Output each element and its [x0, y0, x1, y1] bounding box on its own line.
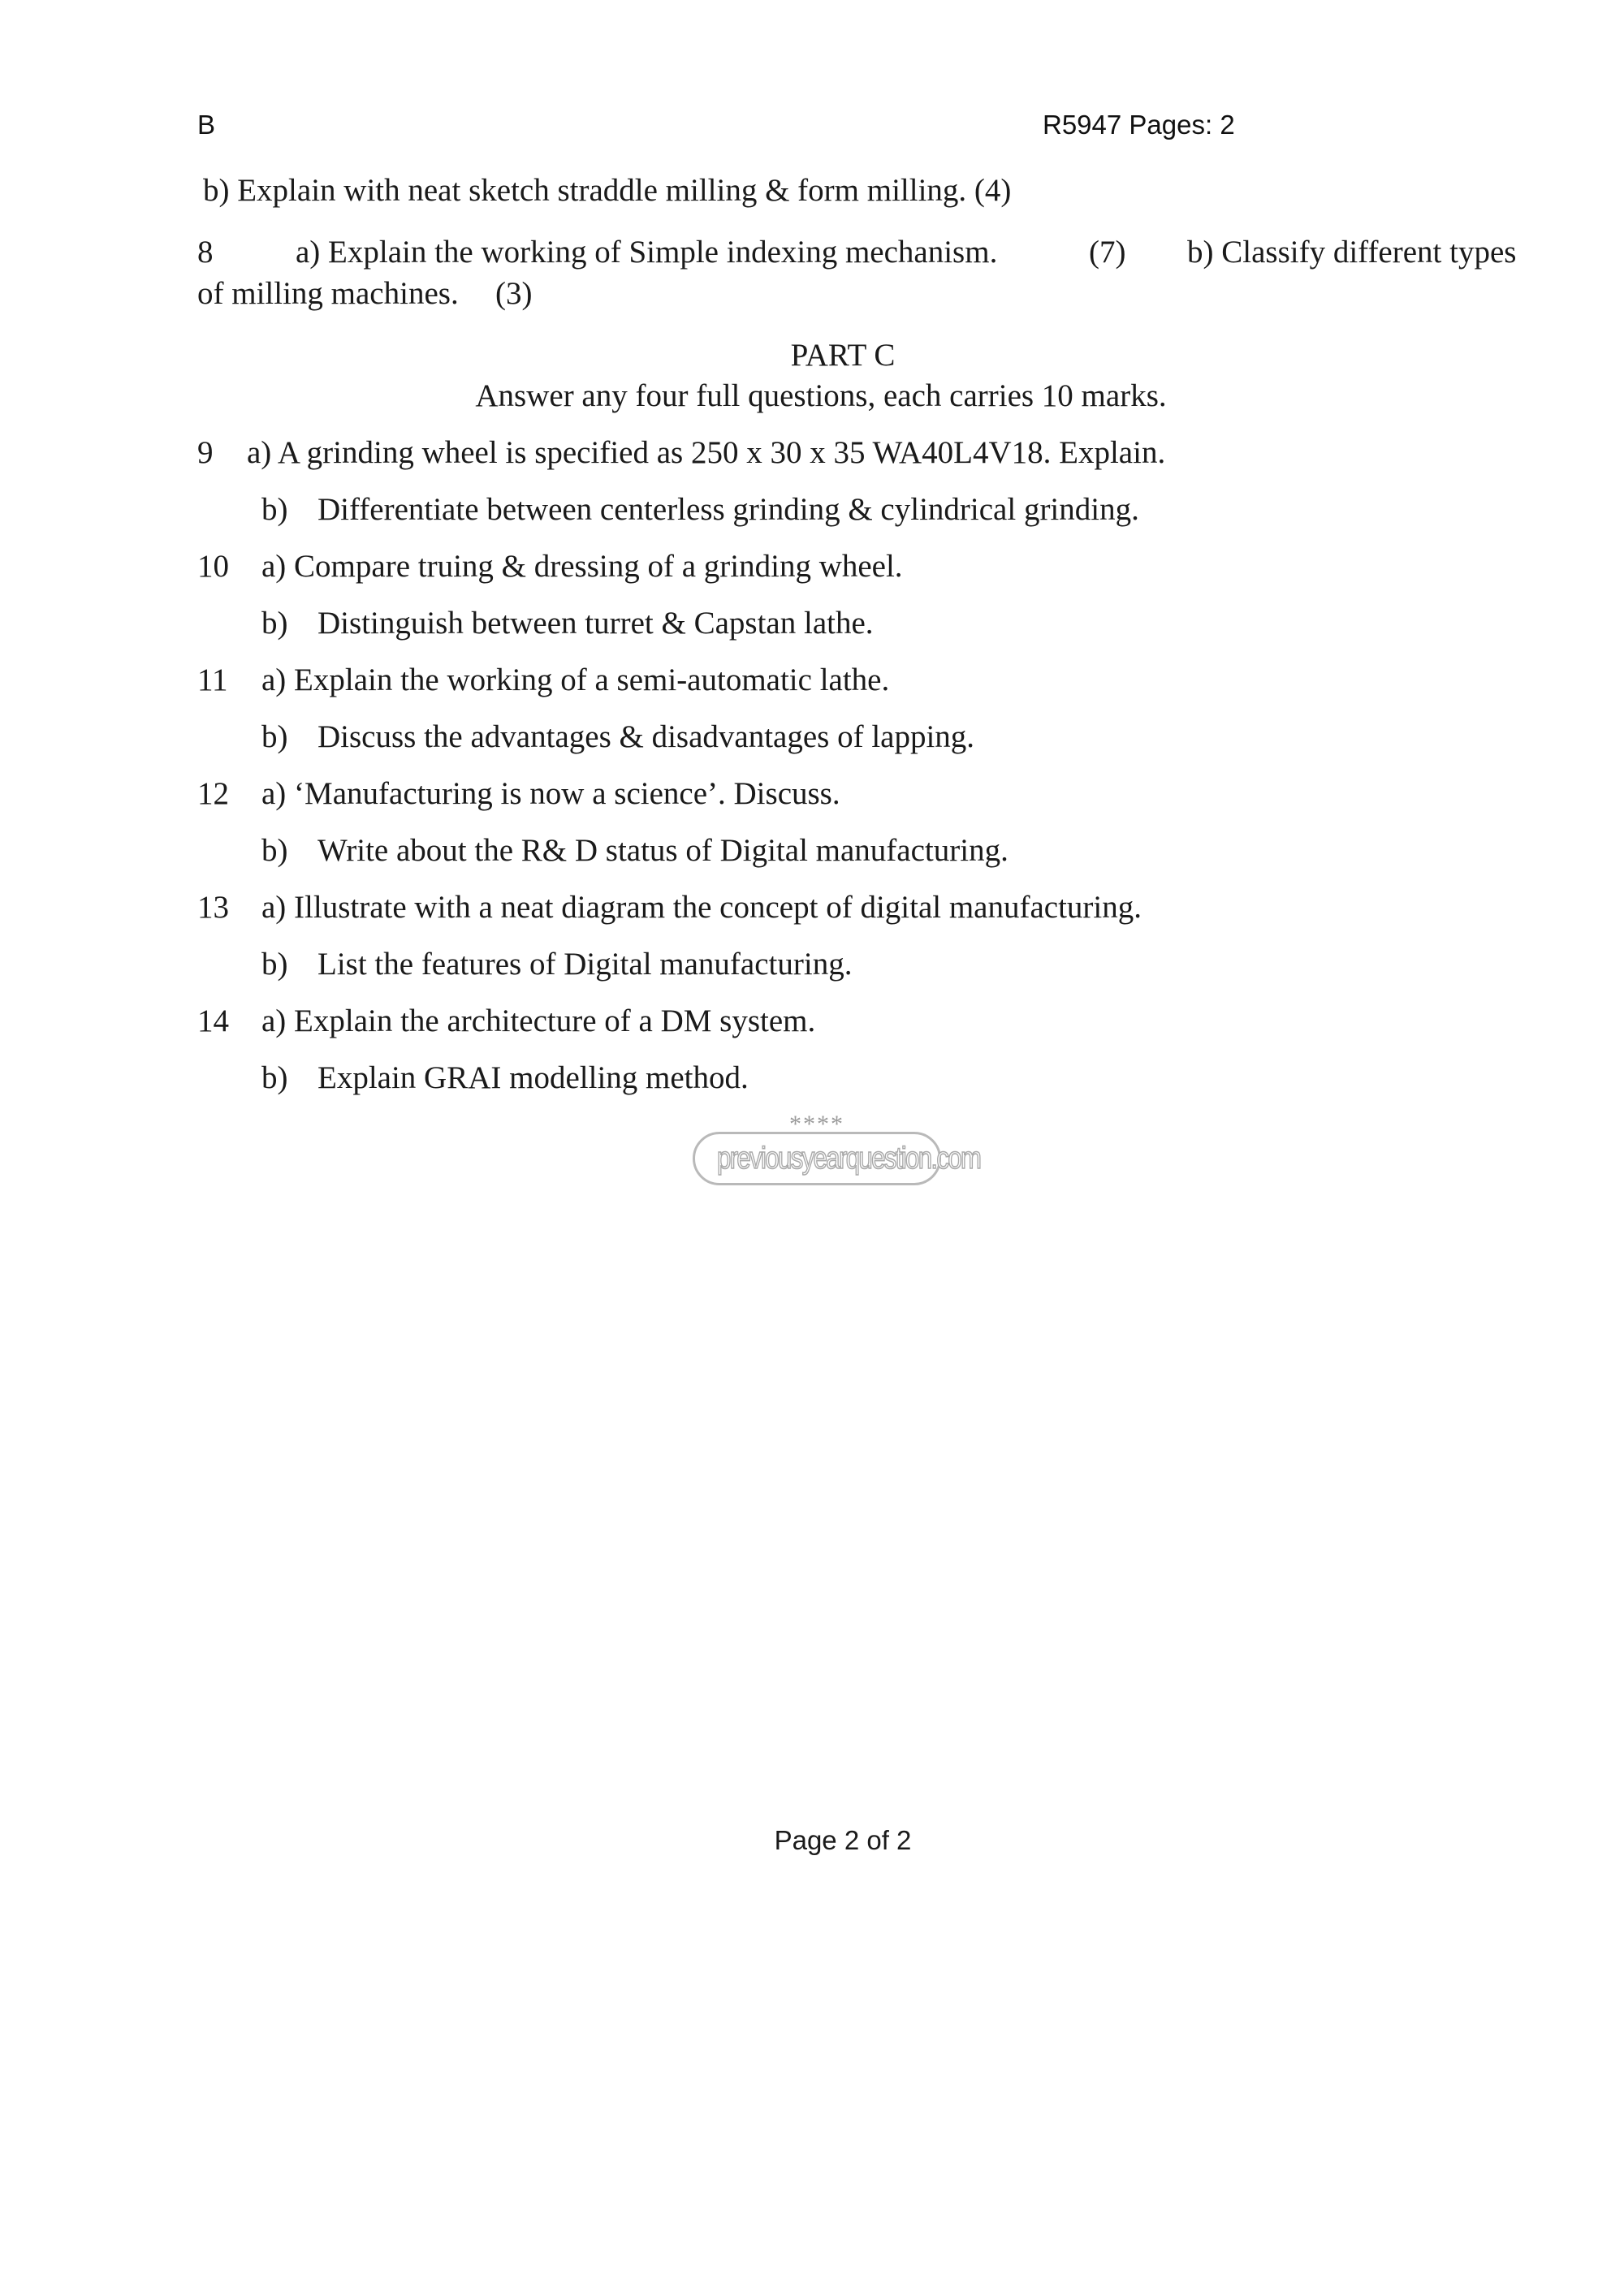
question-number: 10: [197, 549, 229, 584]
q8a-marks: (7): [1089, 235, 1126, 270]
q8-number: 8: [197, 235, 214, 270]
q8a-text: a) Explain the working of Simple indexing mechanism.: [296, 235, 998, 270]
question-part-b: Explain GRAI modelling method.: [317, 1060, 749, 1095]
question-part-b: Distinguish between turret & Capstan lathe.: [317, 606, 874, 641]
part-c-title: PART C: [790, 338, 896, 373]
question-part-b: Differentiate between centerless grinding & cylindrical grinding.: [317, 492, 1139, 527]
question-part-a: a) A grinding wheel is specified as 250 x 30 x 35 WA40L4V18. Explain.: [247, 435, 1166, 470]
question-number: 12: [197, 776, 229, 811]
q8b-marks: (3): [495, 276, 533, 311]
watermark-logo: [693, 1111, 981, 1192]
q8b-text-end: of milling machines.: [197, 276, 459, 311]
code-pages: R5947 Pages: 2: [1043, 110, 1235, 140]
question-part-a: a) Explain the working of a semi-automatic lathe.: [261, 662, 890, 697]
question-number: 13: [197, 890, 229, 925]
question-part-b: Write about the R& D status of Digital manufacturing.: [317, 833, 1009, 868]
page-number: Page 2 of 2: [774, 1825, 912, 1855]
question-number: 11: [197, 662, 228, 697]
question-part-a: a) Compare truing & dressing of a grinding wheel.: [261, 549, 903, 584]
end-mark: ****: [789, 1111, 844, 1137]
q8b-text-start: b) Classify different types: [1187, 235, 1517, 270]
question-part-b-label: b): [261, 947, 288, 982]
question-part-b: Discuss the advantages & disadvantages of lapping.: [317, 719, 975, 754]
question-part-a: a) ‘Manufacturing is now a science’. Discuss.: [261, 776, 840, 811]
question-part-b-label: b): [261, 833, 288, 868]
question-part-b-label: b): [261, 719, 288, 754]
question-part-a: a) Illustrate with a neat diagram the concept of digital manufacturing.: [261, 890, 1142, 925]
question-part-b: List the features of Digital manufacturing.: [317, 947, 853, 982]
question-part-b-label: b): [261, 492, 288, 527]
question-part-a: a) Explain the architecture of a DM system.: [261, 1003, 816, 1038]
question-number: 14: [197, 1003, 229, 1038]
set-label: B: [197, 110, 216, 140]
question-number: 9: [197, 435, 214, 470]
question-part-b-label: b): [261, 1060, 288, 1095]
question-part-b-label: b): [261, 606, 288, 641]
watermark-text: previousyearquestion.com: [717, 1142, 981, 1176]
watermark-badge: [693, 1132, 981, 1185]
q7b-text: b) Explain with neat sketch straddle milling & form milling. (4): [203, 173, 1012, 208]
part-c-instruction: Answer any four full questions, each carries 10 marks.: [475, 378, 1167, 413]
